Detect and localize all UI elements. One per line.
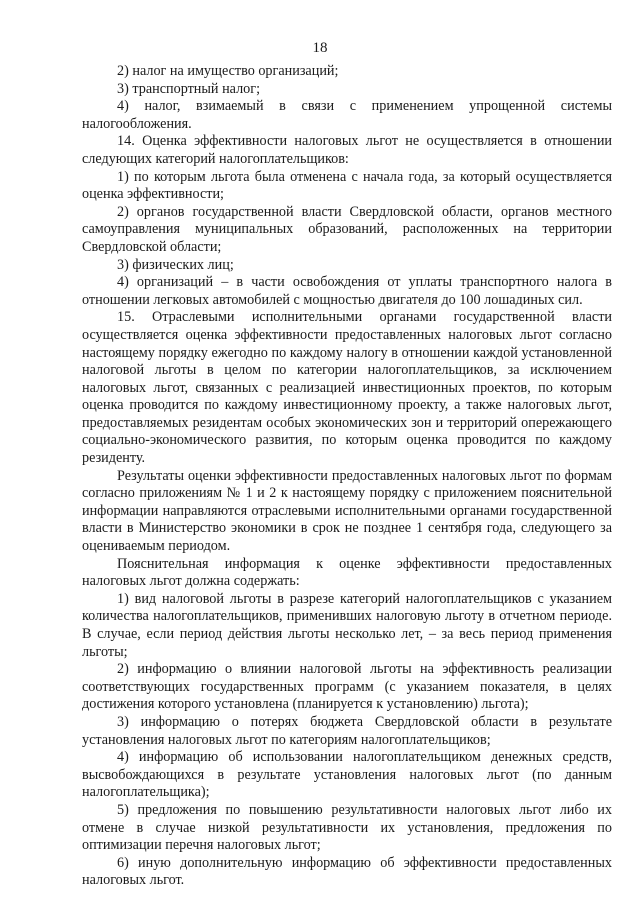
list-item: 6) иную дополнительную информацию об эффективности предоставленных налоговых льгот. <box>82 854 612 889</box>
list-item: 3) информацию о потерях бюджета Свердловской области в результате установления налоговых льгот по категориям налогоплательщиков; <box>82 713 612 748</box>
list-item: 5) предложения по повышению результативности налоговых льгот либо их отмене в случае низкой результативности их установления, предложения по оптимизации перечня налоговых льгот; <box>82 801 612 854</box>
list-item: 2) налог на имущество организаций; <box>117 63 339 79</box>
list-item: 2) информацию о влиянии налоговой льготы на эффективность реализации соответствующих государственных программ (с указанием показателя, в целях достижения которого установлена (планируется к установлению) льгота); <box>82 661 612 713</box>
list-item: 4) информацию об использовании налогоплательщиком денежных средств, высвобождающихся в результате установления налоговых льгот (по данным налогоплательщика); <box>82 749 612 801</box>
list-item: 3) физических лиц; <box>117 256 234 273</box>
paragraph: Пояснительная информация к оценке эффективности предоставленных налоговых льгот должна содержать: <box>82 555 612 590</box>
paragraph: 15. Отраслевыми исполнительными органами государственной власти осуществляется оценка эффективности предоставленных налоговых льгот согласно настоящему порядку ежегодно по каждому налогу в отношении каждой установленной налоговой льготы в целом по категории налогоплательщиков, за исключением налоговых льгот, связанных с реализацией инвестиционных проектов, по которым оценка проводится по каждому инвестиционному проекту, а также налоговых льгот, предоставляемых резидентам особых экономических зон и территорий опережающего социально-экономического развития, по которым оценка проводится по каждому резиденту. <box>82 309 612 467</box>
list-item: 2) органов государственной власти Свердловской области, органов местного самоуправления муниципальных образований, расположенных на территории Свердловской области; <box>82 203 612 255</box>
page-number: 18 <box>312 40 328 56</box>
paragraph: 14. Оценка эффективности налоговых льгот не осуществляется в отношении следующих категорий налогоплательщиков: <box>82 133 612 167</box>
list-item: 1) по которым льгота была отменена с начала года, за который осуществляется оценка эффективности; <box>82 168 612 203</box>
list-item: 1) вид налоговой льготы в разрезе категорий налогоплательщиков с указанием количества налогоплательщиков, применивших налоговую льготу в отчетном периоде. В случае, если период действия льготы несколько лет, – за весь период применения льготы; <box>82 590 612 660</box>
document-body <box>82 63 612 890</box>
list-item: 4) налог, взимаемый в связи с применением упрощенной системы налогообложения. <box>82 98 612 132</box>
list-item: 4) организаций – в части освобождения от уплаты транспортного налога в отношении легковых автомобилей с мощностью двигателя до 100 лошадиных сил. <box>82 274 612 308</box>
list-item: 3) транспортный налог; <box>117 80 261 97</box>
paragraph: Результаты оценки эффективности предоставленных налоговых льгот по формам согласно приложениям № 1 и 2 к настоящему порядку с приложением пояснительной информации направляются отраслевыми исполнительными органами государственной власти в Министерство экономики в срок не позднее 1 сентября года, следующего за оцениваемым периодом. <box>82 467 612 555</box>
